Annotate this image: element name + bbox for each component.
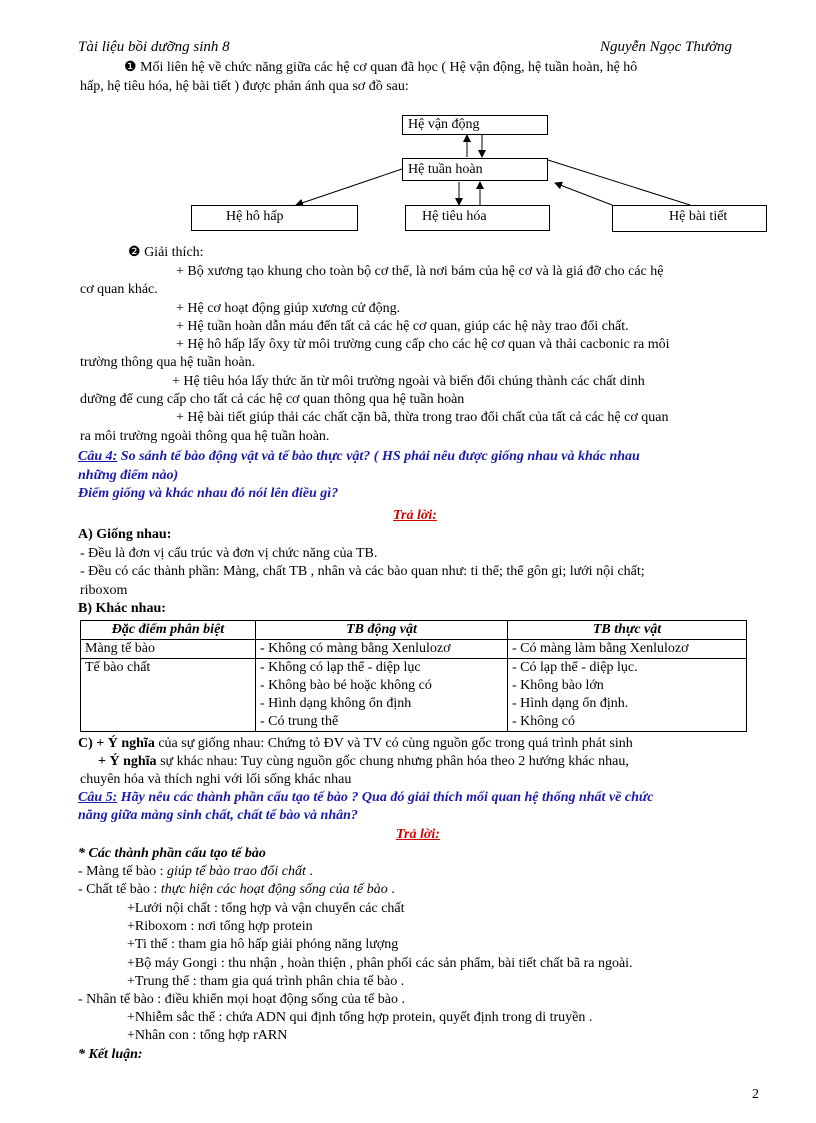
comparison-table: [80, 620, 747, 732]
q5-line-2: năng giữa màng sinh chất, chất tế bào và nhân?: [78, 808, 358, 823]
component-line: [78, 881, 395, 899]
different-heading: B) Khác nhau:: [78, 601, 166, 616]
table-cell: - Có màng làm bằng Xenlulozơ: [508, 640, 747, 659]
cell-line: - Có lạp thể - diệp lục.: [512, 660, 638, 675]
q5-answer-label: Trả lời:: [396, 827, 440, 842]
table-header: Đặc điểm phân biệt: [81, 621, 256, 640]
table-header-row: [81, 621, 747, 640]
meaning-text: của sự giống nhau: Chứng tỏ ĐV và TV có cùng nguồn gốc trong quá trình phát sinh: [154, 736, 633, 751]
cell-line: - Không bào lớn: [512, 678, 604, 693]
table-header: TB động vật: [256, 621, 508, 640]
explain-line: + Hệ tiêu hóa lấy thức ăn từ môi trường ngoài và biến đổi chúng thành các chất dinh: [172, 374, 645, 389]
similar-line: riboxom: [80, 583, 128, 598]
cell-line: - Hình dạng ổn định.: [512, 696, 629, 711]
intro-line-2: hấp, hệ tiêu hóa, hệ bài tiết ) được phản ánh qua sơ đồ sau:: [80, 79, 409, 94]
q4-line-1: [78, 448, 640, 466]
similar-heading: A) Giống nhau:: [78, 527, 172, 542]
components-heading: * Các thành phần cấu tạo tế bào: [78, 846, 266, 861]
meaning-text: sự khác nhau: Tuy cùng nguồn gốc chung nhưng phân hóa theo 2 hướng khác nhau,: [156, 754, 629, 769]
cell-line: - Có trung thể: [260, 714, 339, 729]
component-label: - Màng tế bào :: [78, 864, 168, 879]
meaning-line-3: chuyên hóa và thích nghi với lối sống khác nhau: [80, 772, 352, 787]
meaning-label: Ý nghĩa: [107, 736, 155, 751]
similar-line: - Đều là đơn vị cấu trúc và đơn vị chức năng của TB.: [80, 546, 378, 561]
line-to-bai-tiet: [548, 160, 690, 205]
arrow-to-ho-hap: [296, 169, 402, 205]
cell-line: - Hình dạng không ổn định: [260, 696, 412, 711]
table-cell: [508, 659, 747, 732]
explain-line: + Bộ xương tạo khung cho toàn bộ cơ thể, là nơi bám của hệ cơ và là giá đỡ cho các hệ: [176, 264, 664, 279]
explain-line: + Hệ tuần hoàn dẫn máu đến tất cả các hệ cơ quan, giúp các hệ này trao đổi chất.: [176, 319, 629, 334]
table-header: TB thực vật: [508, 621, 747, 640]
explain-line: cơ quan khác.: [80, 282, 158, 297]
similar-line: - Đều có các thành phần: Màng, chất TB , nhân và các bào quan như: ti thể; thể gôn gi; lưới nội chất;: [80, 564, 645, 579]
component-suffix: .: [305, 864, 313, 879]
bullet-two-icon: ❷: [128, 245, 141, 260]
q4-line-2: những điểm nào): [78, 468, 179, 483]
organelle-line: +Trung thể : tham gia quá trình phân chia tế bào .: [127, 974, 405, 989]
q4-text-1: So sánh tế bào động vật và tế bào thực vật? ( HS phải nêu được giống nhau và khác nhau: [117, 449, 640, 464]
meaning-line-1: [78, 735, 633, 753]
cell-line: - Không bào bé hoặc không có: [260, 678, 432, 693]
meaning-label: Ý nghĩa: [109, 754, 157, 769]
explain-line: + Hệ bài tiết giúp thải các chất cặn bã, thừa trong trao đổi chất của tất cả các hệ cơ quan: [176, 410, 669, 425]
cell-line: - Không có lạp thể - diệp lục: [260, 660, 421, 675]
meaning-line-2: [98, 753, 629, 771]
explain-title-text: Giải thích:: [140, 245, 204, 260]
table-cell: - Không có màng bằng Xenlulozơ: [256, 640, 508, 659]
explain-line: ra môi trường ngoài thông qua hệ tuần hoàn.: [80, 429, 330, 444]
bullet-one-icon: ❶: [124, 60, 137, 75]
arrow-from-bai-tiet: [555, 183, 612, 205]
explain-title: [128, 244, 204, 262]
explain-line: trường thông qua hệ tuần hoàn.: [80, 355, 256, 370]
cell-line: - Không có: [512, 714, 575, 729]
nucleus-line: +Nhiễm sắc thể : chứa ADN qui định tổng hợp protein, quyết định trong di truyền .: [127, 1010, 593, 1025]
component-line: - Nhân tế bào : điều khiển mọi hoạt động sống của tế bào .: [78, 992, 405, 1007]
box-ho-hap: Hệ hô hấp: [191, 205, 358, 231]
q5-line-1: [78, 789, 653, 807]
component-suffix: .: [387, 882, 395, 897]
component-desc: giúp tế bào trao đổi chất: [167, 864, 306, 879]
q4-answer-label: Trả lời:: [393, 508, 437, 523]
explain-line: + Hệ hô hấp lấy ôxy từ môi trường cung cấp cho các hệ cơ quan và thải cacbonic ra môi: [176, 337, 670, 352]
intro-text-1: Mối liên hệ về chức năng giữa các hệ cơ quan đã học ( Hệ vận động, hệ tuần hoàn, hệ hô: [136, 60, 638, 75]
table-row: [81, 640, 747, 659]
box-bai-tiet: Hệ bài tiết: [612, 205, 767, 232]
q5-label: Câu 5:: [78, 790, 118, 805]
q4-label: Câu 4:: [78, 449, 118, 464]
explain-line: + Hệ cơ hoạt động giúp xương cử động.: [176, 301, 401, 316]
component-label: - Chất tế bào :: [78, 882, 161, 897]
table-cell: Màng tế bào: [81, 640, 256, 659]
box-tieu-hoa: Hệ tiêu hóa: [405, 205, 550, 231]
table-cell: Tế bào chất: [81, 659, 256, 732]
component-desc: thực hiện các hoạt động sống của tế bào: [160, 882, 388, 897]
conclusion-heading: * Kết luận:: [78, 1047, 143, 1062]
meaning-prefix: C) +: [78, 736, 108, 751]
component-line: [78, 863, 313, 881]
table-cell: [256, 659, 508, 732]
header-left: Tài liệu bồi dưỡng sinh 8: [78, 39, 230, 55]
organelle-line: +Riboxom : nơi tổng hợp protein: [127, 919, 313, 934]
table-row: [81, 659, 747, 732]
q4-line-3: Điểm giống và khác nhau đó nói lên điều gì?: [78, 486, 339, 501]
q5-text-1: Hãy nêu các thành phần cấu tạo tế bào ? Qua đó giải thích mối quan hệ thống nhất về chức: [117, 790, 654, 805]
header-right: Nguyễn Ngọc Thưởng: [600, 39, 733, 55]
box-tuan-hoan: Hệ tuần hoàn: [402, 158, 548, 181]
organelle-line: +Ti thể : tham gia hô hấp giải phóng năng lượng: [127, 937, 399, 952]
organelle-line: +Lưới nội chất : tổng hợp và vận chuyển các chất: [127, 901, 405, 916]
page-number: 2: [752, 1087, 759, 1102]
explain-line: dưỡng để cung cấp cho tất cả các hệ cơ quan thông qua hệ tuần hoàn: [80, 392, 465, 407]
box-van-dong: Hệ vận động: [402, 115, 548, 135]
meaning-prefix: +: [98, 754, 110, 769]
nucleus-line: +Nhân con : tổng hợp rARN: [127, 1028, 288, 1043]
organelle-line: +Bộ máy Gongi : thu nhận , hoàn thiện , phân phối các sản phẩm, bài tiết chất bã ra ngoài.: [127, 956, 633, 971]
